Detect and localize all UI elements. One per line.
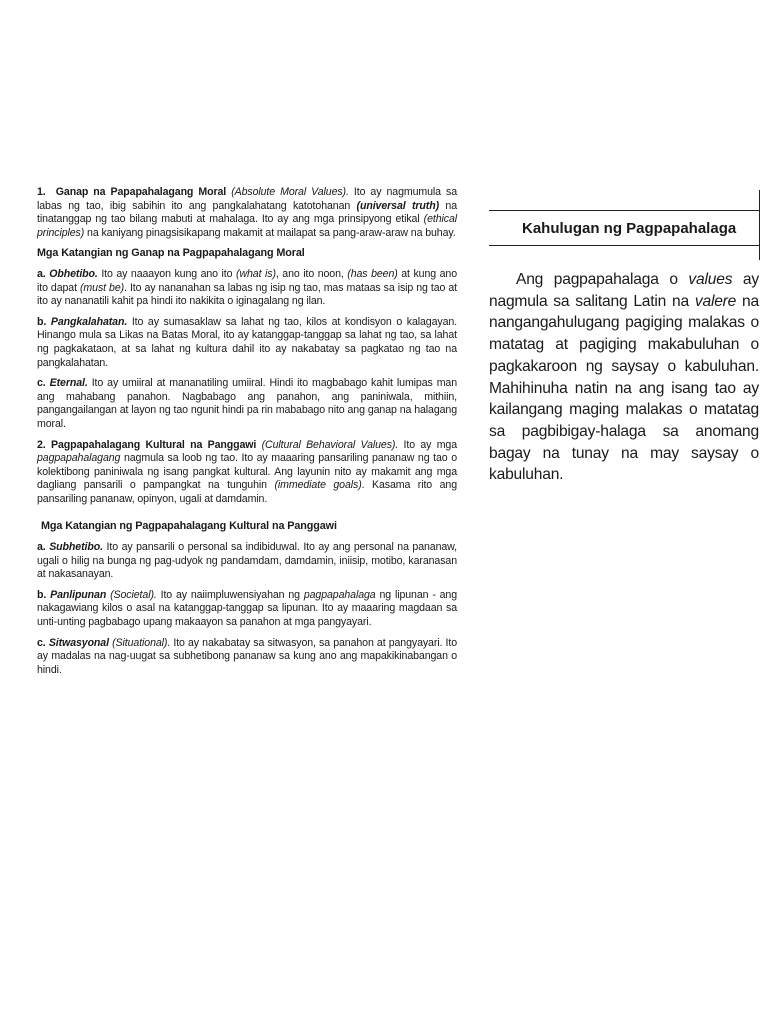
- item-term: Eternal.: [49, 377, 88, 390]
- item-text: ng lipunan - ang nakagawiang kilos o asal na katanggap-tanggap sa lipunan. Ito ay maaaring magdaan sa unti-unting pagbabago upang makaayon sa panahon at mga pangyayari.: [37, 588, 458, 629]
- item-label: c.: [37, 377, 46, 390]
- definition-box-title: Kahulugan ng Pagpapahalaga: [489, 210, 759, 246]
- item-text: . Ito ay nananahan sa labas ng isip ng tao, mas mataas sa isip ng tao at ito ay nananatili kahit pa hindi ito nakikita o iginagalang ng ilan.: [37, 281, 457, 308]
- item-c-sitwasyonal: [37, 637, 457, 678]
- section-1-title-english: (Absolute Moral Values).: [231, 186, 349, 198]
- definition-text: Ang pagpapahalaga o: [516, 271, 689, 288]
- item-term-english: (Societal).: [110, 588, 157, 601]
- item-text: Ito ay sumasaklaw sa lahat ng tao, kilos at kondisyon o kalagayan. Hinango mula sa Likas na Batas Moral, ito ay katanggap-tanggap sa lahat ng tao, sa lahat ng pagkakataon, at sa lahat ng kultura dahil ito ay nakabatay sa pagkatao ng tao na pangkalahatan.: [37, 315, 457, 369]
- item-term: Panlipunan: [50, 588, 107, 601]
- section-2-term: pagpapahalagang: [37, 452, 121, 465]
- item-term-english: (has been): [347, 267, 398, 280]
- item-text: , ano ito noon,: [275, 267, 348, 280]
- box-divider-line: [759, 190, 760, 260]
- section-2-text: nagmula sa loob ng tao. Ito ay maaaring pansariling pananaw ng tao o kolektibong paniniwala ng isang pangkat kultural. Ang layunin nito ay makamit ang mga dagliang pansarili o pampangkat na tunguhin: [37, 452, 457, 492]
- item-term: Pangkalahatan.: [50, 315, 128, 328]
- definition-term: valere: [694, 292, 737, 310]
- item-b-pangkalahatan: [37, 316, 457, 370]
- item-term-english: (must be): [80, 281, 125, 294]
- section-2-paragraph: [37, 439, 457, 507]
- item-label: b.: [37, 315, 47, 328]
- section-1-paragraph: [37, 186, 457, 240]
- item-a-obhetibo: [37, 268, 457, 309]
- section-1-text: Ito ay nagmumula sa labas ng tao, ibig sabihin ito ang pangkalahatang katotohanan: [37, 186, 457, 212]
- section-2-title-english: (Cultural Behavioral Values).: [261, 438, 399, 451]
- item-term: Sitwasyonal: [48, 636, 109, 649]
- item-text: Ito ay naaayon kung ano ito: [97, 267, 237, 280]
- item-term: Subhetibo.: [49, 541, 103, 554]
- item-label: c.: [37, 636, 46, 649]
- section-1-text: na kaniyang pinagsisikapang makamit at mailapat sa pang-araw-araw na buhay.: [84, 226, 456, 239]
- section-2-title: Pagpapahalagang Kultural na Panggawi: [51, 438, 257, 451]
- section-2-text: . Kasama rito ang pansariling pananaw, opinyon, ugali at damdamin.: [37, 479, 457, 505]
- section-2-number: 2.: [37, 438, 46, 451]
- definition-text: ay nagmula sa salitang Latin na: [489, 271, 760, 310]
- item-term: Obhetibo.: [49, 267, 98, 280]
- section-1-text: na tinatanggap ng tao bilang mabuti at mahalaga. Ito ay ang mga prinsipyong etikal: [37, 199, 457, 226]
- item-c-eternal: [37, 377, 457, 431]
- item-text: Ito ay nakabatay sa sitwasyon, sa panahon at pangyayari. Ito ay madalas na nag-uugat sa subhetibong pananaw sa kung ano ang mapakikinabangan o hindi.: [37, 636, 458, 676]
- item-text: Ito ay naiimpluwensiyahan ng: [156, 588, 304, 601]
- definition-term: values: [688, 271, 733, 288]
- heading-cultural-characteristics: Mga Katangian ng Pagpapahalagang Kultural na Panggawi: [41, 520, 337, 533]
- section-1-number: 1.: [37, 186, 46, 198]
- section-1-term: (universal truth): [356, 199, 440, 212]
- item-text: Ito ay umiiral at mananatiling umiiral. Hindi ito magbabago kahit lumipas man ang mahabang panahon. Nagbabago ang panahon, ang paniniwala, mithiin, pangangailangan at layon ng tao ngunit hindi pa rin mababago nito ang ganap na halagang moral.: [37, 377, 457, 430]
- item-text: at kung ano ito dapat: [37, 267, 457, 294]
- definition-box-body: [489, 269, 759, 486]
- item-b-panlipunan: [37, 589, 457, 630]
- left-column: [37, 186, 457, 684]
- item-label: a.: [37, 267, 46, 280]
- item-a-subhetibo: [37, 541, 457, 582]
- heading-absolute-moral-characteristics: Mga Katangian ng Ganap na Pagpapahalagang Moral: [37, 247, 305, 260]
- definition-box: [489, 210, 761, 484]
- section-2-term: (immediate goals): [274, 479, 362, 492]
- item-label: b.: [37, 588, 47, 601]
- section-1-title: Ganap na Papapahalagang Moral: [55, 186, 227, 198]
- item-term-english: (Situational).: [112, 636, 171, 649]
- item-term-english: (what is): [236, 267, 276, 280]
- item-term: pagpapahalaga: [303, 588, 376, 601]
- section-1-term: (ethical principles): [37, 213, 457, 239]
- section-2-text: Ito ay mga: [398, 438, 458, 451]
- definition-text: na nangangahulugang pagiging malakas o matatag at pagiging makabuluhan o pagkakaroon ng saysay o kabuluhan. Mahihinuha natin na ang isang tao ay kailangang maging malakas o matatag sa pagbibigay-halaga sa anomang bagay na tunay na may saysay o kabuluhan.: [489, 292, 759, 484]
- item-label: a.: [37, 541, 46, 554]
- item-text: Ito ay pansarili o personal sa indibiduwal. Ito ay ang personal na pananaw, ugali o hilig na bunga ng pag-udyok ng pandamdam, damdamin, iniisip, motibo, karanasan at nakasanayan.: [37, 541, 457, 581]
